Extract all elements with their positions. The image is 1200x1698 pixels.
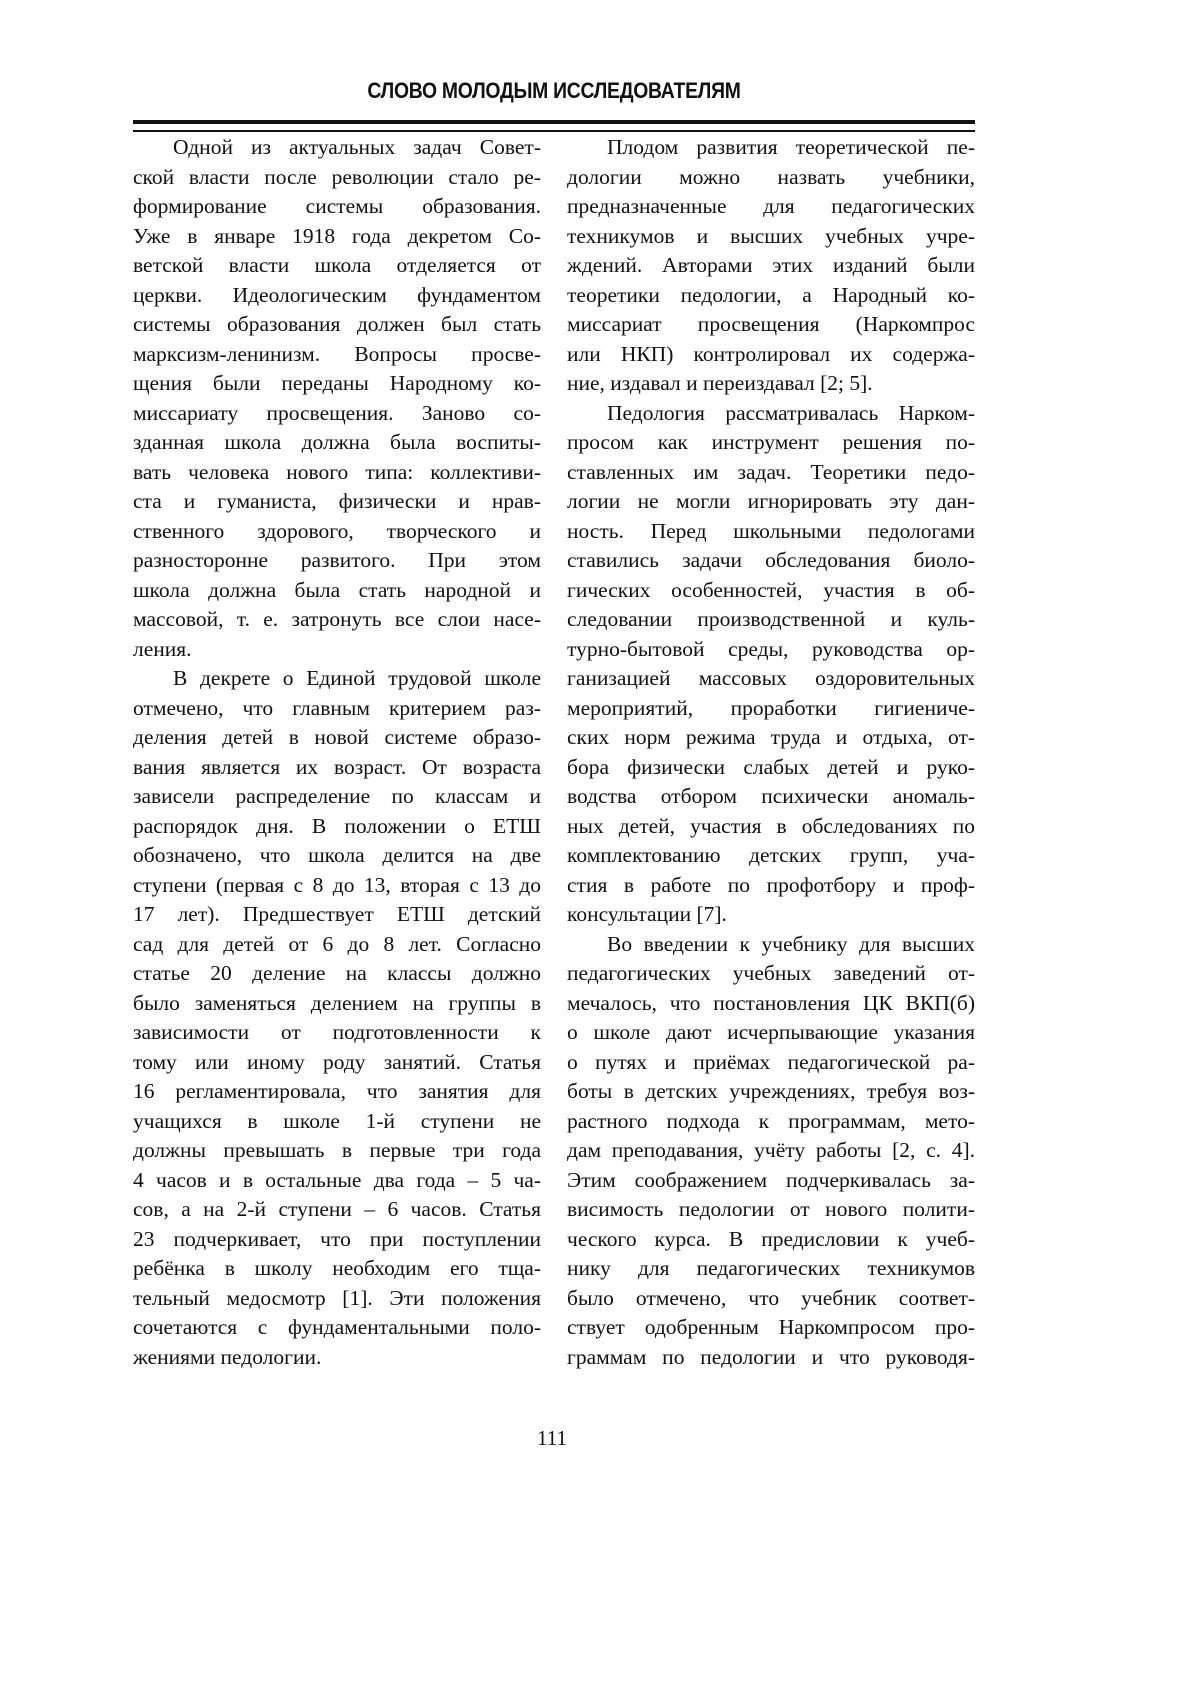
text-line: ствует одобренным Наркомпросом про- bbox=[567, 1313, 975, 1343]
paragraph bbox=[567, 930, 975, 1373]
text-line: ских норм режима труда и отдыха, от- bbox=[567, 723, 975, 753]
text-line: В декрете о Единой трудовой школе bbox=[133, 664, 541, 694]
text-line: ческого курса. В предисловии к учеб- bbox=[567, 1225, 975, 1255]
text-line: сочетаются с фундаментальными поло- bbox=[133, 1313, 541, 1343]
text-line: тому или иному роду занятий. Статья bbox=[133, 1048, 541, 1078]
text-line: формирование системы образования. bbox=[133, 192, 541, 222]
text-line: обозначено, что школа делится на две bbox=[133, 841, 541, 871]
paragraph bbox=[133, 133, 541, 664]
text-line: растного подхода к программам, мето- bbox=[567, 1107, 975, 1137]
text-line: предназначенные для педагогических bbox=[567, 192, 975, 222]
text-line: или НКП) контролировал их содержа- bbox=[567, 340, 975, 370]
text-line: зданная школа должна была воспиты- bbox=[133, 428, 541, 458]
text-line: разносторонне развитого. При этом bbox=[133, 546, 541, 576]
text-line: следовании производственной и куль- bbox=[567, 605, 975, 635]
paragraph bbox=[567, 399, 975, 930]
text-line: Уже в январе 1918 года декретом Со- bbox=[133, 222, 541, 252]
text-line: вать человека нового типа: коллективи- bbox=[133, 458, 541, 488]
text-line: зависимости от подготовленности к bbox=[133, 1018, 541, 1048]
right-column bbox=[567, 133, 975, 1372]
text-line: водства отбором психически аномаль- bbox=[567, 782, 975, 812]
paragraph bbox=[567, 133, 975, 399]
text-line: деления детей в новой системе образо- bbox=[133, 723, 541, 753]
text-line: распорядок дня. В положении о ЕТШ bbox=[133, 812, 541, 842]
left-column bbox=[133, 133, 541, 1372]
text-line: Педология рассматривалась Нарком- bbox=[567, 399, 975, 429]
text-line: о школе дают исчерпывающие указания bbox=[567, 1018, 975, 1048]
text-line: сад для детей от 6 до 8 лет. Согласно bbox=[133, 930, 541, 960]
text-line: учащихся в школе 1-й ступени не bbox=[133, 1107, 541, 1137]
text-line: комплектованию детских групп, уча- bbox=[567, 841, 975, 871]
text-line: бора физически слабых детей и руко- bbox=[567, 753, 975, 783]
text-line: ставились задачи обследования биоло- bbox=[567, 546, 975, 576]
text-line: было отмечено, что учебник соответ- bbox=[567, 1284, 975, 1314]
text-line: ления. bbox=[133, 635, 541, 665]
text-line: стия в работе по профотбору и проф- bbox=[567, 871, 975, 901]
text-line: гических особенностей, участия в об- bbox=[567, 576, 975, 606]
text-line: ветской власти школа отделяется от bbox=[133, 251, 541, 281]
text-line: тельный медосмотр [1]. Эти положения bbox=[133, 1284, 541, 1314]
text-line: нику для педагогических техникумов bbox=[567, 1254, 975, 1284]
page-number: 111 bbox=[0, 1426, 1104, 1451]
text-line: дологии можно назвать учебники, bbox=[567, 163, 975, 193]
text-line: ступени (первая с 8 до 13, вторая с 13 до bbox=[133, 871, 541, 901]
text-line: техникумов и высших учебных учре- bbox=[567, 222, 975, 252]
text-line: консультации [7]. bbox=[567, 900, 975, 930]
running-header: СЛОВО МОЛОДЫМ ИССЛЕДОВАТЕЛЯМ bbox=[184, 78, 925, 104]
text-line: миссариат просвещения (Наркомпрос bbox=[567, 310, 975, 340]
text-line: теоретики педологии, а Народный ко- bbox=[567, 281, 975, 311]
text-line: Во введении к учебнику для высших bbox=[567, 930, 975, 960]
text-line: сов, а на 2-й ступени – 6 часов. Статья bbox=[133, 1195, 541, 1225]
paragraph bbox=[133, 664, 541, 1372]
text-line: 16 регламентировала, что занятия для bbox=[133, 1077, 541, 1107]
text-line: массовой, т. е. затронуть все слои насе- bbox=[133, 605, 541, 635]
text-line: 4 часов и в остальные два года – 5 ча- bbox=[133, 1166, 541, 1196]
text-line: 17 лет). Предшествует ЕТШ детский bbox=[133, 900, 541, 930]
text-line: отмечено, что главным критерием раз- bbox=[133, 694, 541, 724]
text-line: статье 20 деление на классы должно bbox=[133, 959, 541, 989]
text-line: ность. Перед школьными педологами bbox=[567, 517, 975, 547]
text-line: ставленных им задач. Теоретики педо- bbox=[567, 458, 975, 488]
text-line: зависели распределение по классам и bbox=[133, 782, 541, 812]
text-line: Этим соображением подчеркивалась за- bbox=[567, 1166, 975, 1196]
text-line: должны превышать в первые три года bbox=[133, 1136, 541, 1166]
text-line: ных детей, участия в обследованиях по bbox=[567, 812, 975, 842]
text-line: вания является их возраст. От возраста bbox=[133, 753, 541, 783]
text-line: мечалось, что постановления ЦК ВКП(б) bbox=[567, 989, 975, 1019]
text-line: миссариату просвещения. Заново со- bbox=[133, 399, 541, 429]
text-line: ганизацией массовых оздоровительных bbox=[567, 664, 975, 694]
text-line: дам преподавания, учёту работы [2, с. 4]. bbox=[567, 1136, 975, 1166]
text-line: системы образования должен был стать bbox=[133, 310, 541, 340]
text-line: ждений. Авторами этих изданий были bbox=[567, 251, 975, 281]
text-line: 23 подчеркивает, что при поступлении bbox=[133, 1225, 541, 1255]
text-line: педагогических учебных заведений от- bbox=[567, 959, 975, 989]
text-line: было заменяться делением на группы в bbox=[133, 989, 541, 1019]
text-line: Плодом развития теоретической пе- bbox=[567, 133, 975, 163]
text-line: о путях и приёмах педагогической ра- bbox=[567, 1048, 975, 1078]
text-line: турно-бытовой среды, руководства ор- bbox=[567, 635, 975, 665]
text-line: марксизм-ленинизм. Вопросы просве- bbox=[133, 340, 541, 370]
text-line: ние, издавал и переиздавал [2; 5]. bbox=[567, 369, 975, 399]
text-line: граммам по педологии и что руководя- bbox=[567, 1343, 975, 1373]
text-line: жениями педологии. bbox=[133, 1343, 541, 1373]
text-line: ста и гуманиста, физически и нрав- bbox=[133, 487, 541, 517]
text-line: логии не могли игнорировать эту дан- bbox=[567, 487, 975, 517]
text-line: щения были переданы Народному ко- bbox=[133, 369, 541, 399]
text-line: висимость педологии от нового полити- bbox=[567, 1195, 975, 1225]
text-line: ребёнка в школу необходим его тща- bbox=[133, 1254, 541, 1284]
text-line: Одной из актуальных задач Совет- bbox=[133, 133, 541, 163]
text-line: боты в детских учреждениях, требуя воз- bbox=[567, 1077, 975, 1107]
header-rule-thick bbox=[133, 120, 975, 124]
text-line: школа должна была стать народной и bbox=[133, 576, 541, 606]
text-line: церкви. Идеологическим фундаментом bbox=[133, 281, 541, 311]
text-line: просом как инструмент решения по- bbox=[567, 428, 975, 458]
text-line: ственного здорового, творческого и bbox=[133, 517, 541, 547]
text-line: мероприятий, проработки гигиениче- bbox=[567, 694, 975, 724]
header-rule-thin bbox=[133, 130, 975, 132]
text-line: ской власти после революции стало ре- bbox=[133, 163, 541, 193]
